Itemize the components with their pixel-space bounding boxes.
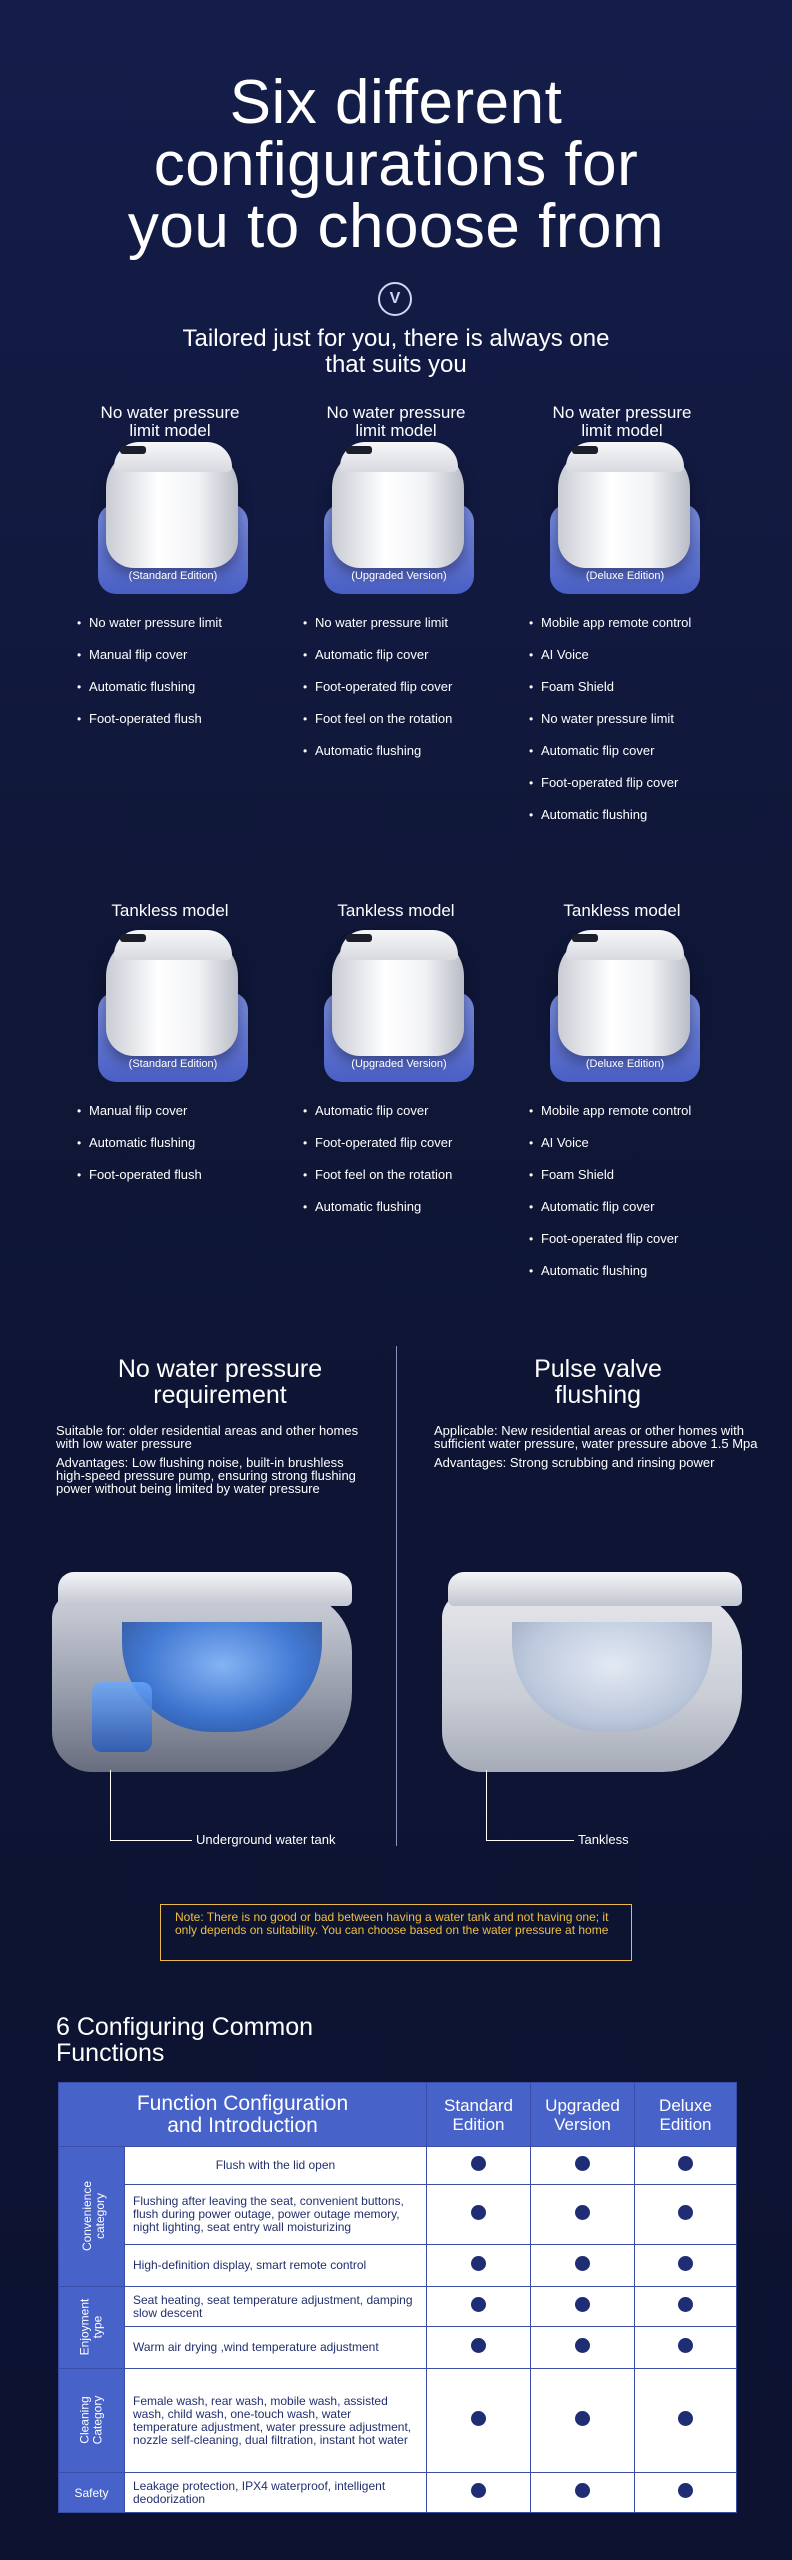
table-row (59, 2327, 737, 2369)
feature-item: • Automatic flushing (77, 680, 283, 694)
model-card-upgraded-pressure (283, 404, 509, 776)
model-title: No water pressure limit model (326, 403, 466, 440)
model-card-standard-tankless (57, 902, 283, 1200)
compare-text-left: Suitable for: older residential areas and other homes with low water pressure Advantages: Low flushing noise, built-in brushless high-speed pressure pump, ensuring strong flushing power without being limited by water pressure (56, 1423, 359, 1496)
function-description: Flush with the lid open (125, 2147, 427, 2185)
model-title: Tankless model (337, 901, 455, 920)
header-standard: Standard Edition (427, 2083, 531, 2147)
feature-item: • AI Voice (529, 1136, 735, 1150)
included-dot-icon (471, 2205, 486, 2220)
included-dot-icon (575, 2256, 590, 2271)
feature-item: • Automatic flushing (529, 1264, 735, 1278)
included-dot-icon (678, 2205, 693, 2220)
table-row (59, 2147, 737, 2185)
feature-item: • Automatic flip cover (529, 744, 735, 758)
title-line: Six different (229, 68, 563, 137)
feature-item: • No water pressure limit (529, 712, 735, 726)
feature-list (283, 616, 509, 758)
edition-label: (Deluxe Edition) (585, 1058, 665, 1070)
included-dot-icon (471, 2256, 486, 2271)
function-description: Leakage protection, IPX4 waterproof, intelligent deodorization (125, 2473, 427, 2513)
callout-label: Underground water tank (196, 1832, 336, 1847)
divider (396, 1346, 397, 1846)
feature-item: • Manual flip cover (77, 1104, 283, 1118)
included-dot-icon (575, 2156, 590, 2171)
included-dot-icon (575, 2297, 590, 2312)
edition-label: (Standard Edition) (128, 570, 218, 582)
feature-item: • Automatic flip cover (303, 648, 509, 662)
feature-item: • No water pressure limit (77, 616, 283, 630)
feature-list (57, 1104, 283, 1182)
included-dot-icon (575, 2205, 590, 2220)
included-dot-icon (678, 2156, 693, 2171)
model-card-upgraded-tankless (283, 902, 509, 1232)
included-dot-icon (471, 2483, 486, 2498)
included-dot-icon (678, 2256, 693, 2271)
included-dot-icon (471, 2156, 486, 2171)
tagline: Tailored just for you, there is always one that suits you (182, 325, 610, 378)
feature-item: • Automatic flip cover (529, 1200, 735, 1214)
feature-item: • Foot-operated flip cover (529, 776, 735, 790)
included-dot-icon (575, 2483, 590, 2498)
edition-label: (Standard Edition) (128, 1058, 218, 1070)
function-description: Seat heating, seat temperature adjustment, damping slow descent (125, 2287, 427, 2327)
table-header-row (59, 2083, 737, 2147)
feature-item: • Foot-operated flip cover (303, 1136, 509, 1150)
feature-item: • Foot-operated flush (77, 712, 283, 726)
model-card-deluxe-pressure (509, 404, 735, 840)
table-row (59, 2369, 737, 2473)
included-dot-icon (575, 2338, 590, 2353)
included-dot-icon (471, 2297, 486, 2312)
model-title: Tankless model (111, 901, 229, 920)
compare-text-right: Applicable: New residential areas or other homes with sufficient water pressure, water pressure above 1.5 Mpa Advantages: Strong scrubbing and rinsing power (434, 1423, 758, 1470)
feature-item: • Manual flip cover (77, 648, 283, 662)
feature-item: • Foot-operated flush (77, 1168, 283, 1182)
brand-logo-icon: V (378, 282, 412, 316)
page-title (0, 68, 792, 261)
table-row (59, 2473, 737, 2513)
edition-label: (Deluxe Edition) (585, 570, 665, 582)
included-dot-icon (471, 2411, 486, 2426)
feature-item: • Automatic flip cover (303, 1104, 509, 1118)
cutaway-image-tankless (442, 1572, 742, 1772)
feature-list (283, 1104, 509, 1214)
toilet-image (90, 442, 250, 592)
toilet-image (316, 930, 476, 1080)
compare-title-right: Pulse valve flushing (534, 1355, 662, 1409)
included-dot-icon (575, 2411, 590, 2426)
cutaway-image-tank (52, 1572, 352, 1772)
header-upgraded: Upgraded Version (531, 2083, 635, 2147)
feature-item: • Foot feel on the rotation (303, 712, 509, 726)
feature-item: • Foam Shield (529, 680, 735, 694)
edition-label: (Upgraded Version) (351, 570, 447, 582)
feature-item: • Mobile app remote control (529, 616, 735, 630)
included-dot-icon (471, 2338, 486, 2353)
category-enjoyment: Enjoyment type (59, 2287, 125, 2369)
header-deluxe: Deluxe Edition (635, 2083, 737, 2147)
feature-item: • Foot-operated flip cover (303, 680, 509, 694)
callout-label: Tankless (578, 1832, 629, 1847)
model-title: Tankless model (563, 901, 681, 920)
category-cleaning: Cleaning Category (59, 2369, 125, 2473)
compare-title-left: No water pressure requirement (117, 1355, 323, 1409)
feature-item: • Foam Shield (529, 1168, 735, 1182)
feature-item: • Automatic flushing (303, 744, 509, 758)
function-description: Warm air drying ,wind temperature adjustment (125, 2327, 427, 2369)
feature-list (509, 616, 735, 822)
included-dot-icon (678, 2338, 693, 2353)
feature-item: • Mobile app remote control (529, 1104, 735, 1118)
feature-item: • AI Voice (529, 648, 735, 662)
included-dot-icon (678, 2483, 693, 2498)
title-line: configurations for (153, 130, 639, 199)
feature-item: • Foot-operated flip cover (529, 1232, 735, 1246)
function-description: Female wash, rear wash, mobile wash, assisted wash, child wash, one-touch wash, water temperature adjustment, water pressure adjustment, nozzle self-cleaning, dual filtration, instant hot water (125, 2369, 427, 2473)
note-box: Note: There is no good or bad between having a water tank and not having one; it only depends on suitability. You can choose based on the water pressure at home (160, 1904, 632, 1961)
included-dot-icon (678, 2411, 693, 2426)
function-description: High-definition display, smart remote control (125, 2245, 427, 2287)
feature-item: • Automatic flushing (529, 808, 735, 822)
feature-list (509, 1104, 735, 1278)
feature-list (57, 616, 283, 726)
function-description: Flushing after leaving the seat, convenient buttons, flush during power outage, power outage memory, night lighting, seat entry wall moisturizing (125, 2185, 427, 2245)
table-row (59, 2287, 737, 2327)
feature-item: • Foot feel on the rotation (303, 1168, 509, 1182)
toilet-image (542, 930, 702, 1080)
feature-item: • Automatic flushing (77, 1136, 283, 1150)
category-safety: Safety (59, 2473, 125, 2513)
toilet-image (90, 930, 250, 1080)
function-table (58, 2082, 737, 2513)
feature-item: • Automatic flushing (303, 1200, 509, 1214)
model-card-deluxe-tankless (509, 902, 735, 1296)
section-title: 6 Configuring Common Functions (56, 2013, 314, 2067)
feature-item: • No water pressure limit (303, 616, 509, 630)
toilet-image (542, 442, 702, 592)
model-card-standard-pressure (57, 404, 283, 744)
toilet-image (316, 442, 476, 592)
model-title: No water pressure limit model (552, 403, 692, 440)
included-dot-icon (678, 2297, 693, 2312)
title-line: you to choose from (127, 192, 665, 261)
edition-label: (Upgraded Version) (351, 1058, 447, 1070)
table-row (59, 2245, 737, 2287)
category-convenience: Convenience category (59, 2147, 125, 2287)
table-row (59, 2185, 737, 2245)
header-function-config: Function Configuration and Introduction (59, 2083, 427, 2147)
model-title: No water pressure limit model (100, 403, 240, 440)
